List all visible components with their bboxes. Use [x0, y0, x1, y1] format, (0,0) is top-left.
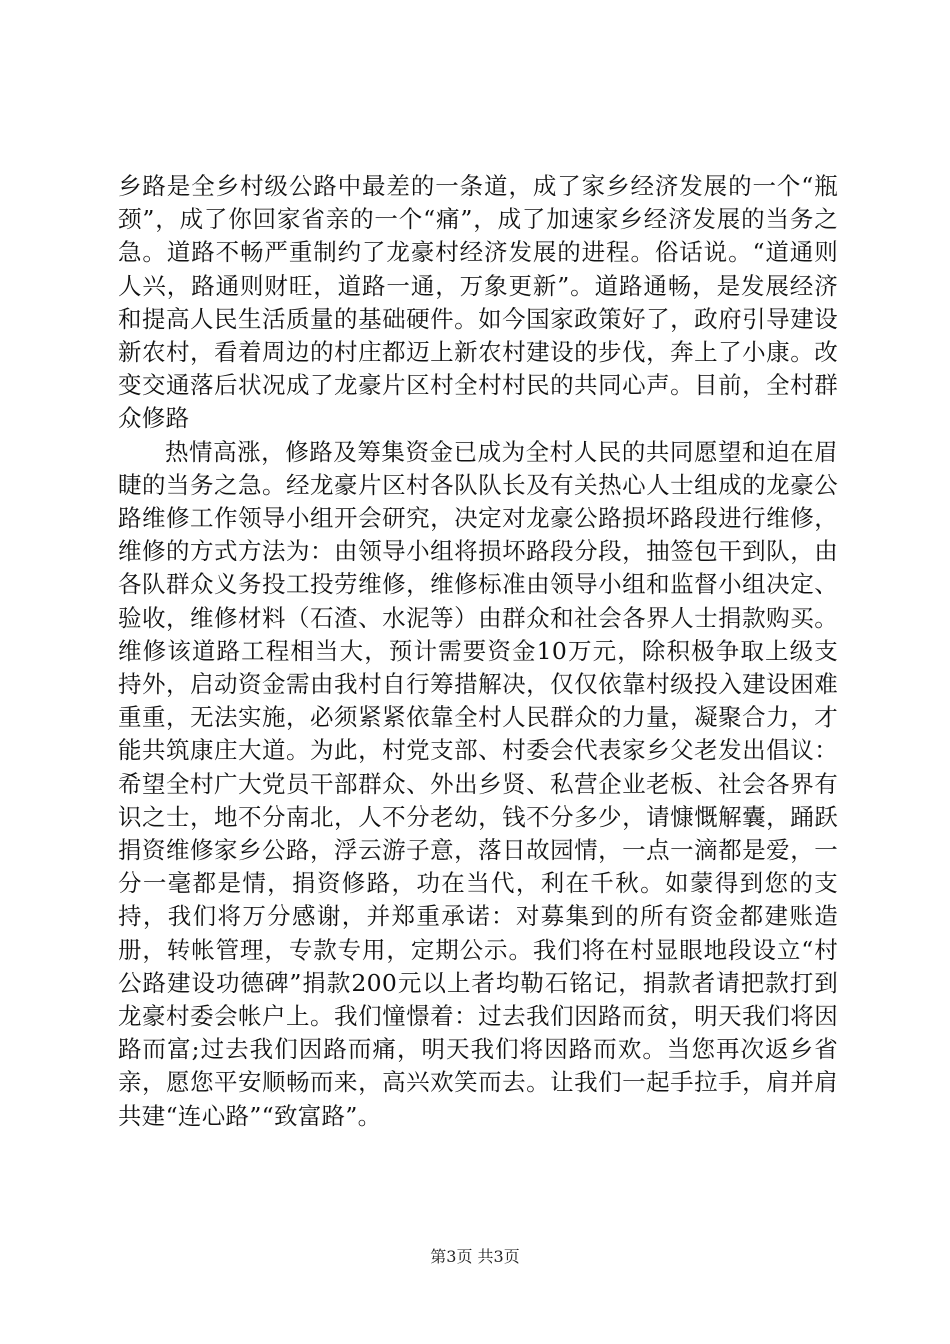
page-footer [0, 1244, 950, 1267]
paragraph-2: 热情高涨，修路及筹集资金已成为全村人民的共同愿望和迫在眉睫的当务之急。经龙豪片区村各队队长及有关热心人士组成的龙豪公路维修工作领导小组开会研究，决定对龙豪公路损坏路段进行维修，维修的方式方法为：由领导小组将损坏路段分段，抽签包干到队，由各队群众义务投工投劳维修，维修标准由领导小组和监督小组决定、验收，维修材料（石渣、水泥等）由群众和社会各界人士捐款购买。维修该道路工程相当大，预计需要资金10万元，除积极争取上级支持外，启动资金需由我村自行筹措解决，仅仅依靠村级投入建设困难重重，无法实施，必须紧紧依靠全村人民群众的力量，凝聚合力，才能共筑康庄大道。为此，村党支部、村委会代表家乡父老发出倡议：希望全村广大党员干部群众、外出乡贤、私营企业老板、社会各界有识之士，地不分南北，人不分老幼，钱不分多少，请慷慨解囊，踊跃捐资维修家乡公路，浮云游子意，落日故园情，一点一滴都是爱，一分一毫都是情，捐资修路，功在当代，利在千秋。如蒙得到您的支持，我们将万分感谢，并郑重承诺：对募集到的所有资金都建账造册，转帐管理，专款专用，定期公示。我们将在村显眼地段设立“村公路建设功德碑”捐款200元以上者均勒石铭记，捐款者请把款打到龙豪村委会帐户上。我们憧憬着：过去我们因路而贫，明天我们将因路而富;过去我们因路而痛，明天我们将因路而欢。当您再次返乡省亲，愿您平安顺畅而来，高兴欢笑而去。让我们一起手拉手，肩并肩共建“连心路”“致富路”。 [118, 437, 838, 1130]
paragraph-1: 乡路是全乡村级公路中最差的一条道，成了家乡经济发展的一个“瓶颈”，成了你回家省亲的一个“痛”，成了加速家乡经济发展的当务之急。道路不畅严重制约了龙豪村经济发展的进程。俗话说。“道通则人兴，路通则财旺，道路一通，万象更新”。道路通畅，是发展经济和提高人民生活质量的基础硬件。如今国家政策好了，政府引导建设新农村，看着周边的村庄都迈上新农村建设的步伐，奔上了小康。改变交通落后状况成了龙豪片区村全村村民的共同心声。目前，全村群众修路 [118, 172, 838, 433]
page-number: 第3页 共3页 [430, 1247, 520, 1266]
document-body [118, 170, 838, 1133]
